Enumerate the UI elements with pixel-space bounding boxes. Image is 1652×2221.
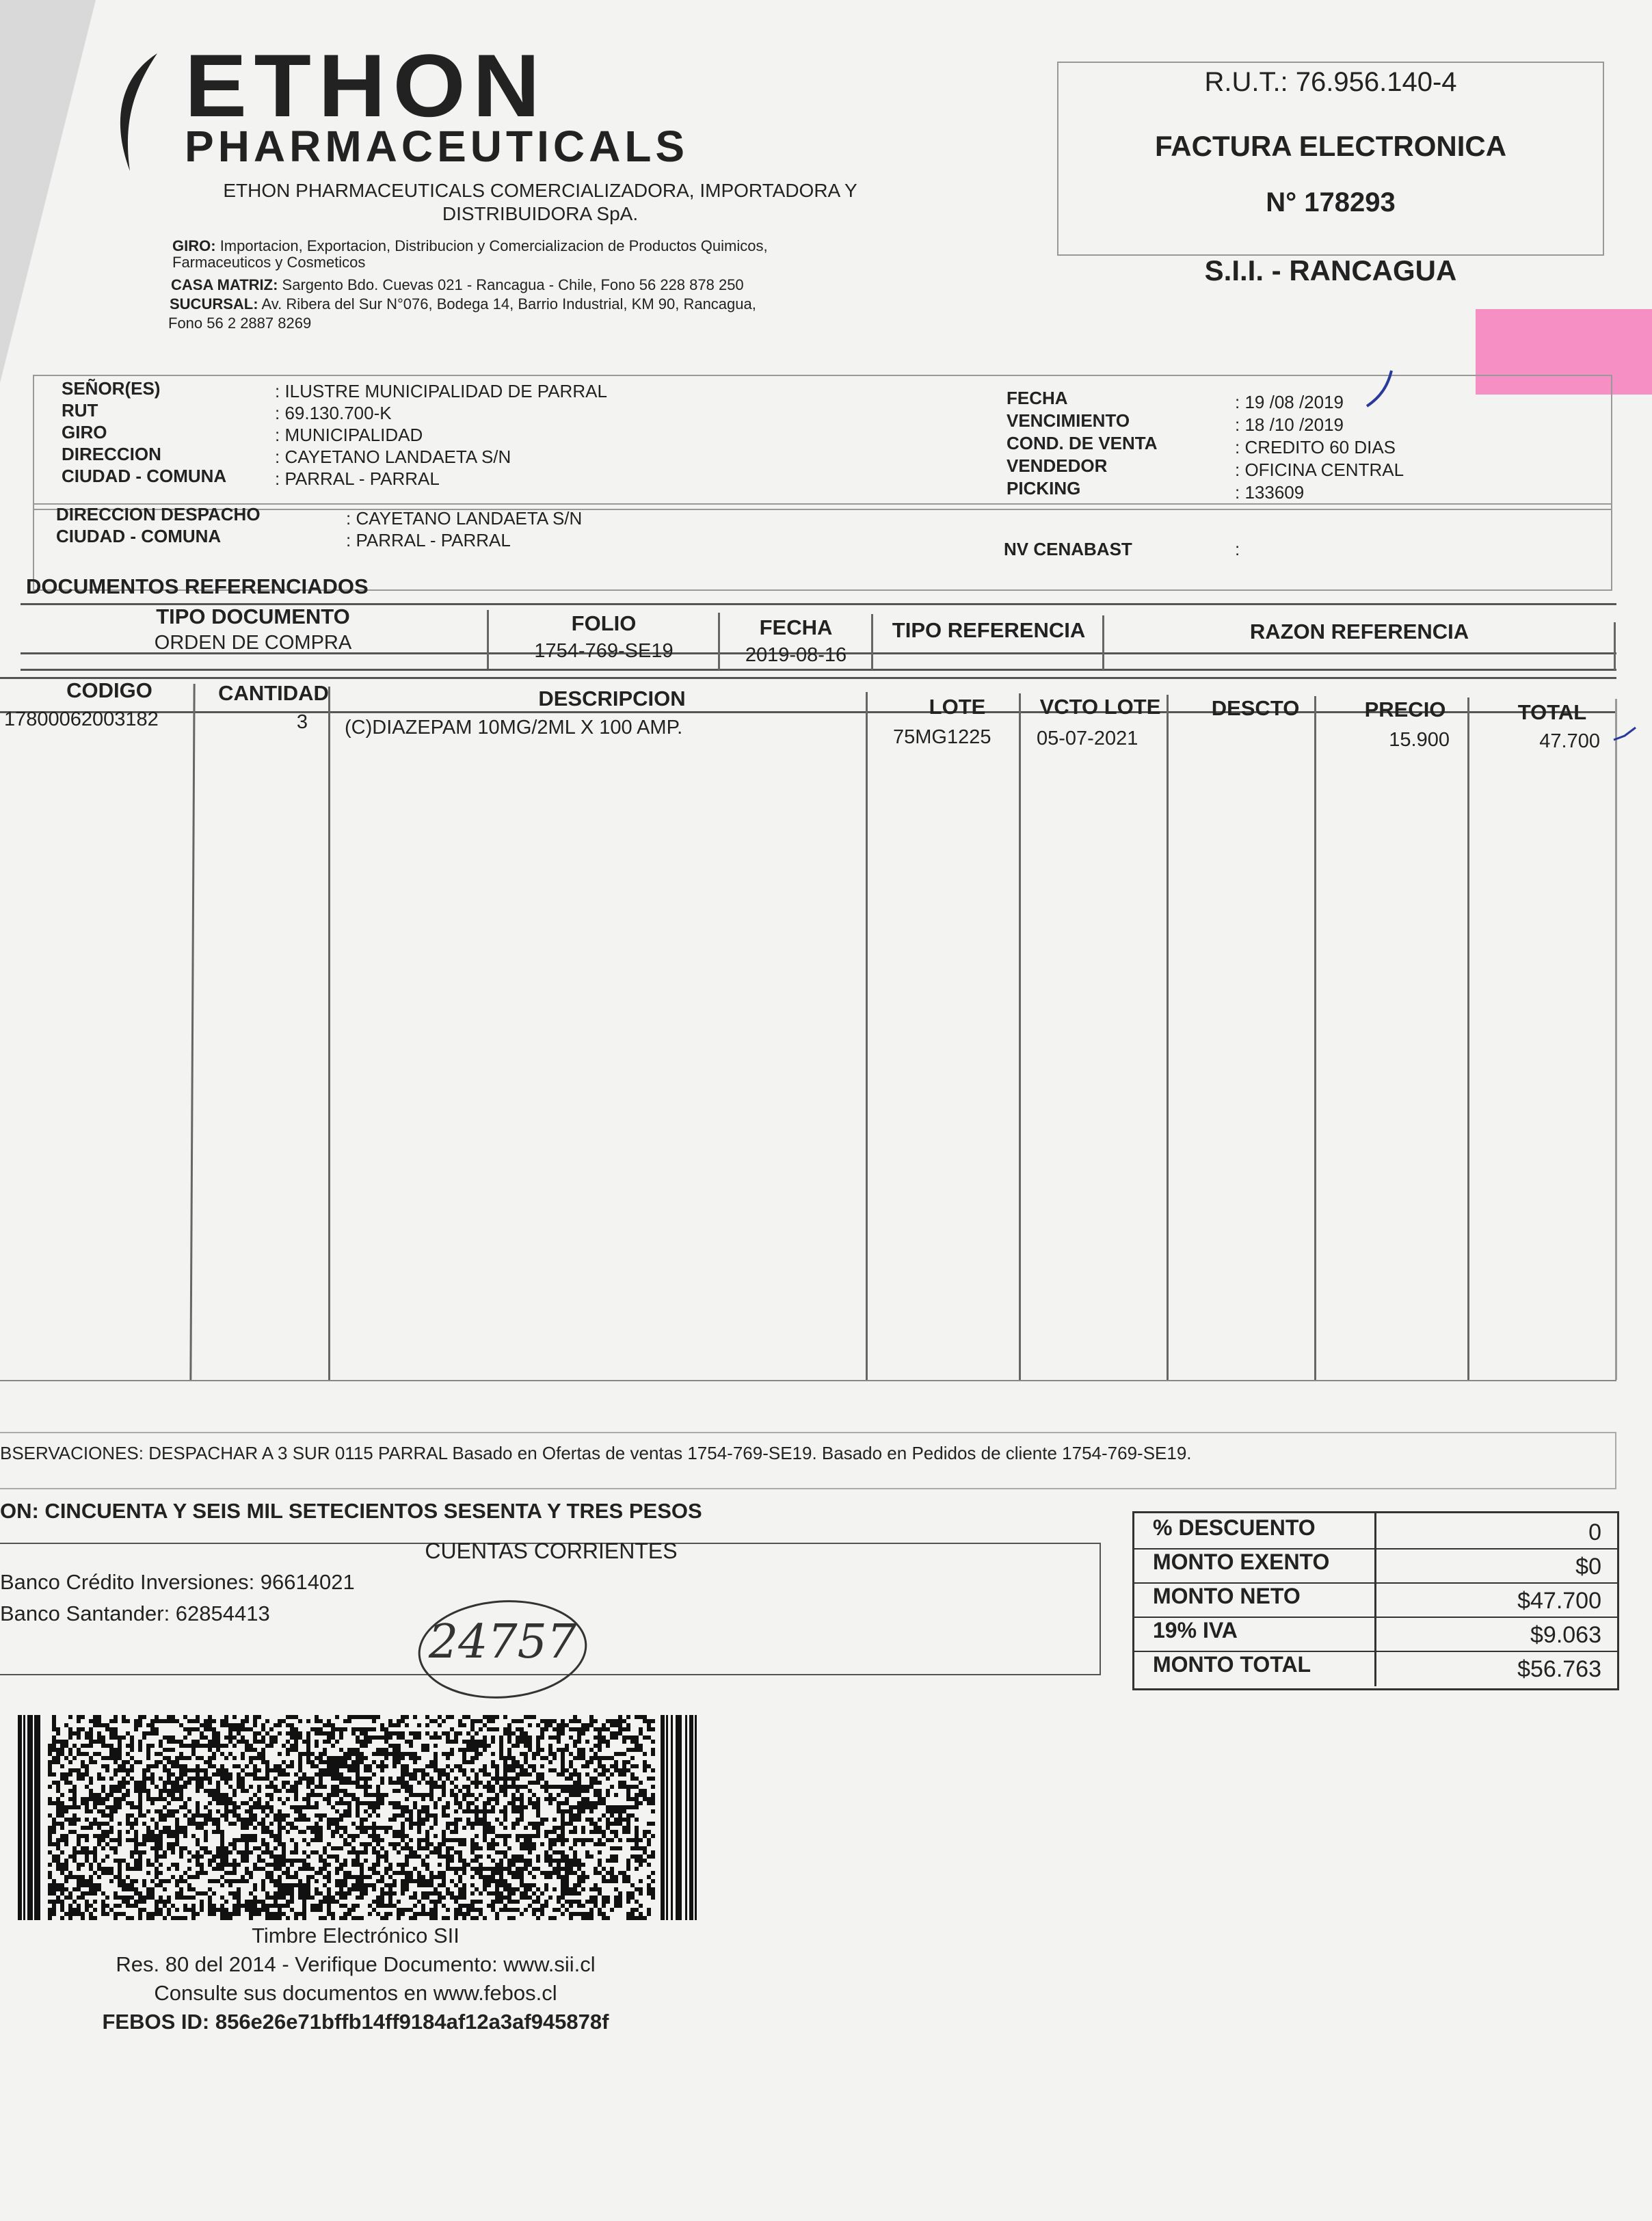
items-bottom-line [0,1380,1616,1381]
referenced-docs-title: DOCUMENTOS REFERENCIADOS [26,574,369,598]
items-col-divider-1 [189,684,195,1380]
senores-value: : ILUSTRE MUNICIPALIDAD DE PARRAL [275,381,607,401]
customer-values [275,380,890,490]
items-header-codigo: CODIGO [66,678,152,702]
refdocs-header-tipo-ref: TIPO REFERENCIA [892,618,1086,642]
cond-venta-value: : CREDITO 60 DIAS [1235,437,1396,457]
item-cell-total: 47.700 [1539,730,1600,752]
footer-consulte: Consulte sus documentos en www.febos.cl [154,1981,557,2005]
ciudad-label: CIUDAD - COMUNA [62,466,227,486]
casa-label: CASA MATRIZ: [171,276,278,293]
direccion-value: : CAYETANO LANDAETA S/N [275,447,511,467]
page-corner-shadow [0,0,96,383]
company-sucursal [170,295,756,313]
logo-subtitle: PHARMACEUTICALS [185,122,689,171]
legal-name-line1: ETHON PHARMACEUTICALS COMERCIALIZADORA, IMPORTADORA Y [223,180,857,201]
invoice-rut: R.U.T.: 76.956.140-4 [1204,67,1457,97]
vendedor-value: : OFICINA CENTRAL [1235,460,1404,480]
sucursal-label: SUCURSAL: [170,295,258,312]
invoice-sii: S.I.I. - RANCAGUA [1204,254,1457,287]
items-col-divider-3 [866,692,868,1380]
rut-value: : 69.130.700-K [275,403,392,423]
items-header-cantidad: CANTIDAD [218,681,329,705]
vendedor-label: VENDEDOR [1007,455,1108,476]
pen-check-mark-icon [1611,725,1638,745]
items-right-border [1615,699,1617,1380]
item-cell-descripcion: (C)DIAZEPAM 10MG/2ML X 100 AMP. [345,717,683,739]
vencimiento-value: : 18 /10 /2019 [1235,414,1344,435]
refdocs-col-divider-3 [871,614,873,670]
nv-cenabast-value: : [1235,539,1240,559]
account-santander: Banco Santander: 62854413 [0,1601,270,1625]
timbre-barcode-icon [18,1715,702,1923]
casa-value: Sargento Bdo. Cuevas 021 - Rancagua - Chile, Fono 56 228 878 250 [282,276,744,293]
item-cell-lote: 75MG1225 [893,726,991,748]
refdocs-col-divider-5 [1614,622,1616,670]
totals-value-descuento: 0 [1588,1519,1601,1545]
footer-timbre: Timbre Electrónico SII [252,1924,459,1947]
customer-labels [62,377,267,487]
picking-label: PICKING [1007,478,1081,498]
footer [0,1921,711,2036]
direccion-label: DIRECCION [62,444,161,464]
invoice-type: FACTURA ELECTRONICA [1154,130,1507,162]
items-col-divider-7 [1467,697,1469,1380]
item-cell-precio: 15.900 [1389,729,1450,751]
items-col-divider-6 [1314,696,1316,1380]
vencimiento-label: VENCIMIENTO [1007,410,1130,431]
handwritten-number: 24757 [428,1615,577,1669]
fecha-label: FECHA [1007,388,1068,408]
sucursal-value: Av. Ribera del Sur N°076, Bodega 14, Barrio Industrial, KM 90, Rancagua, [261,295,756,312]
totals-label-total: MONTO TOTAL [1153,1652,1311,1677]
item-cell-codigo: 17800062003182 [4,708,159,730]
item-cell-vcto-lote: 05-07-2021 [1037,728,1138,749]
pen-tick-mark-icon [1364,368,1398,409]
despacho-values [346,507,582,551]
observations-text: BSERVACIONES: DESPACHAR A 3 SUR 0115 PARRAL Basado en Ofertas de ventas 1754-769-SE19. Basado en Pedidos de cliente 1754-769-SE19. [0,1443,1192,1463]
refdocs-header-folio: FOLIO [571,611,637,635]
sale-values [1235,391,1577,504]
company-casa-matriz [171,276,744,294]
totals-label-descuento: % DESCUENTO [1153,1515,1316,1540]
giro-line1: Importacion, Exportacion, Distribucion y Comercializacion de Productos Quimicos, [219,237,768,254]
despacho-dir-label: DIRECCION DESPACHO [56,504,261,524]
items-top-line [0,677,1616,679]
totals-label-exento: MONTO EXENTO [1153,1550,1330,1574]
refdocs-col-divider-2 [718,613,720,670]
totals-value-neto: $47.700 [1517,1588,1601,1614]
account-bci: Banco Crédito Inversiones: 96614021 [0,1570,355,1594]
cond-venta-label: COND. DE VENTA [1007,433,1158,453]
items-header-descripcion: DESCRIPCION [538,687,686,710]
giro-label: GIRO: [172,237,216,254]
rut-label: RUT [62,400,98,421]
totals-value-iva: $9.063 [1530,1622,1601,1648]
items-header-total: TOTAL [1517,700,1587,724]
despacho-ciudad-label: CIUDAD - COMUNA [56,526,222,546]
despacho-ciudad-value: : PARRAL - PARRAL [346,530,511,550]
giro-client-label: GIRO [62,422,107,442]
items-col-divider-5 [1167,695,1169,1380]
refdocs-cell-fecha: 2019-08-16 [745,644,847,666]
giro-client-value: : MUNICIPALIDAD [275,425,423,445]
refdocs-bottom-line [21,669,1616,671]
picking-value: : 133609 [1235,482,1305,503]
legal-name-line2: DISTRIBUIDORA SpA. [442,203,639,224]
footer-res: Res. 80 del 2014 - Verifique Documento: www.sii.cl [116,1952,596,1976]
amount-in-words: ON: CINCUENTA Y SEIS MIL SETECIENTOS SESENTA Y TRES PESOS [0,1499,702,1523]
logo-swoosh-icon [103,48,164,178]
despacho-labels [56,503,261,547]
totals-col-divider [1374,1513,1376,1686]
items-header-vcto-lote: VCTO LOTE [1039,695,1161,719]
totals-label-iva: 19% IVA [1153,1618,1238,1643]
refdocs-header-razon: RAZON REFERENCIA [1249,620,1469,643]
refdocs-col-divider-1 [487,610,489,669]
senores-label: SEÑOR(ES) [62,378,161,399]
refdocs-header-tipo: TIPO DOCUMENTO [156,604,350,628]
totals-value-total: $56.763 [1517,1656,1601,1682]
fecha-value: : 19 /08 /2019 [1235,392,1344,412]
footer-febos-id: FEBOS ID: 856e26e71bffb14ff9184af12a3af945878f [102,2010,609,2034]
giro-line2: Farmaceuticos y Cosmeticos [172,254,366,271]
nv-cenabast-label: NV CENABAST [1004,539,1132,559]
accounts-title: CUENTAS CORRIENTES [425,1539,678,1563]
logo-title: ETHON [185,36,548,135]
items-header-lote: LOTE [929,695,986,719]
items-col-divider-2 [328,687,330,1380]
sale-labels [1007,387,1239,500]
invoice-number: N° 178293 [1266,187,1396,217]
totals-value-exento: $0 [1575,1554,1601,1580]
company-fono: Fono 56 2 2887 8269 [168,315,312,332]
ciudad-value: : PARRAL - PARRAL [275,468,440,489]
refdocs-header-fecha: FECHA [759,615,833,639]
refdocs-cell-folio: 1754-769-SE19 [534,640,674,662]
totals-label-neto: MONTO NETO [1153,1584,1301,1608]
items-col-divider-4 [1019,693,1021,1380]
item-cell-cantidad: 3 [296,711,308,733]
despacho-dir-value: : CAYETANO LANDAETA S/N [346,508,583,529]
items-header-precio: PRECIO [1364,697,1446,721]
refdocs-cell-tipo: ORDEN DE COMPRA [154,632,352,654]
company-legal-name [185,179,896,226]
items-header-descto: DESCTO [1211,696,1300,720]
company-giro [172,238,897,271]
